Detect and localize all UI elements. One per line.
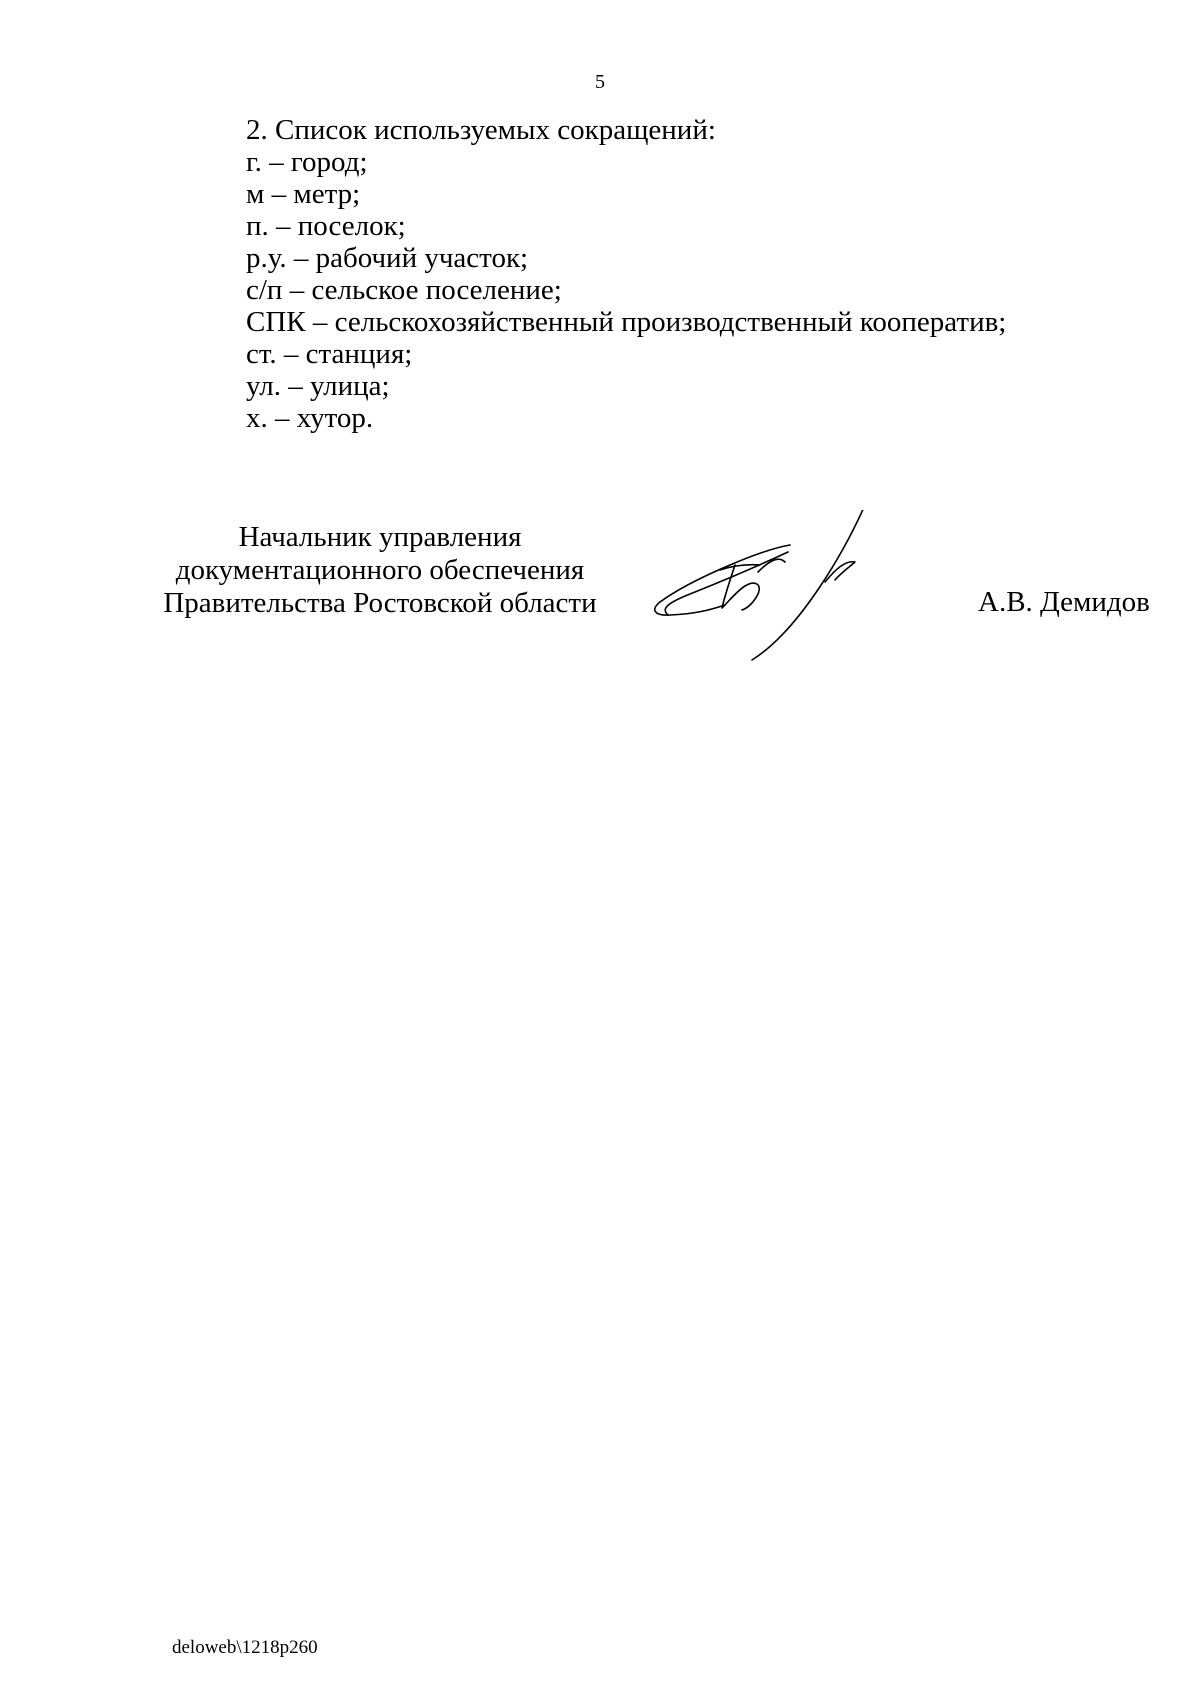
abbreviation-item: г. – город;: [246, 146, 368, 178]
document-code: deloweb\1218p260: [172, 1637, 318, 1658]
abbreviation-item: ул. – улица;: [246, 370, 390, 402]
handwritten-signature: [650, 510, 950, 670]
signer-position-line: Начальник управления: [238, 521, 522, 553]
abbreviation-item: р.у. – рабочий участок;: [246, 242, 529, 274]
abbreviation-item: п. – поселок;: [246, 210, 406, 242]
signer-position: [160, 521, 600, 620]
signer-name: А.В. Демидов: [978, 586, 1150, 618]
abbreviation-item: м – метр;: [246, 178, 361, 210]
abbreviation-item: х. – хутор.: [246, 402, 374, 434]
page-number: 5: [595, 71, 605, 93]
abbreviation-item: СПК – сельскохозяйственный производственный кооператив;: [246, 306, 1007, 338]
abbreviation-item: ст. – станция;: [246, 338, 413, 370]
signer-position-line: документационного обеспечения: [175, 554, 585, 586]
abbreviation-item: с/п – сельское поселение;: [246, 274, 562, 306]
abbreviations-heading: 2. Список используемых сокращений:: [246, 114, 716, 146]
abbreviations-list: [246, 114, 1006, 434]
signer-position-line: Правительства Ростовской области: [163, 587, 597, 619]
